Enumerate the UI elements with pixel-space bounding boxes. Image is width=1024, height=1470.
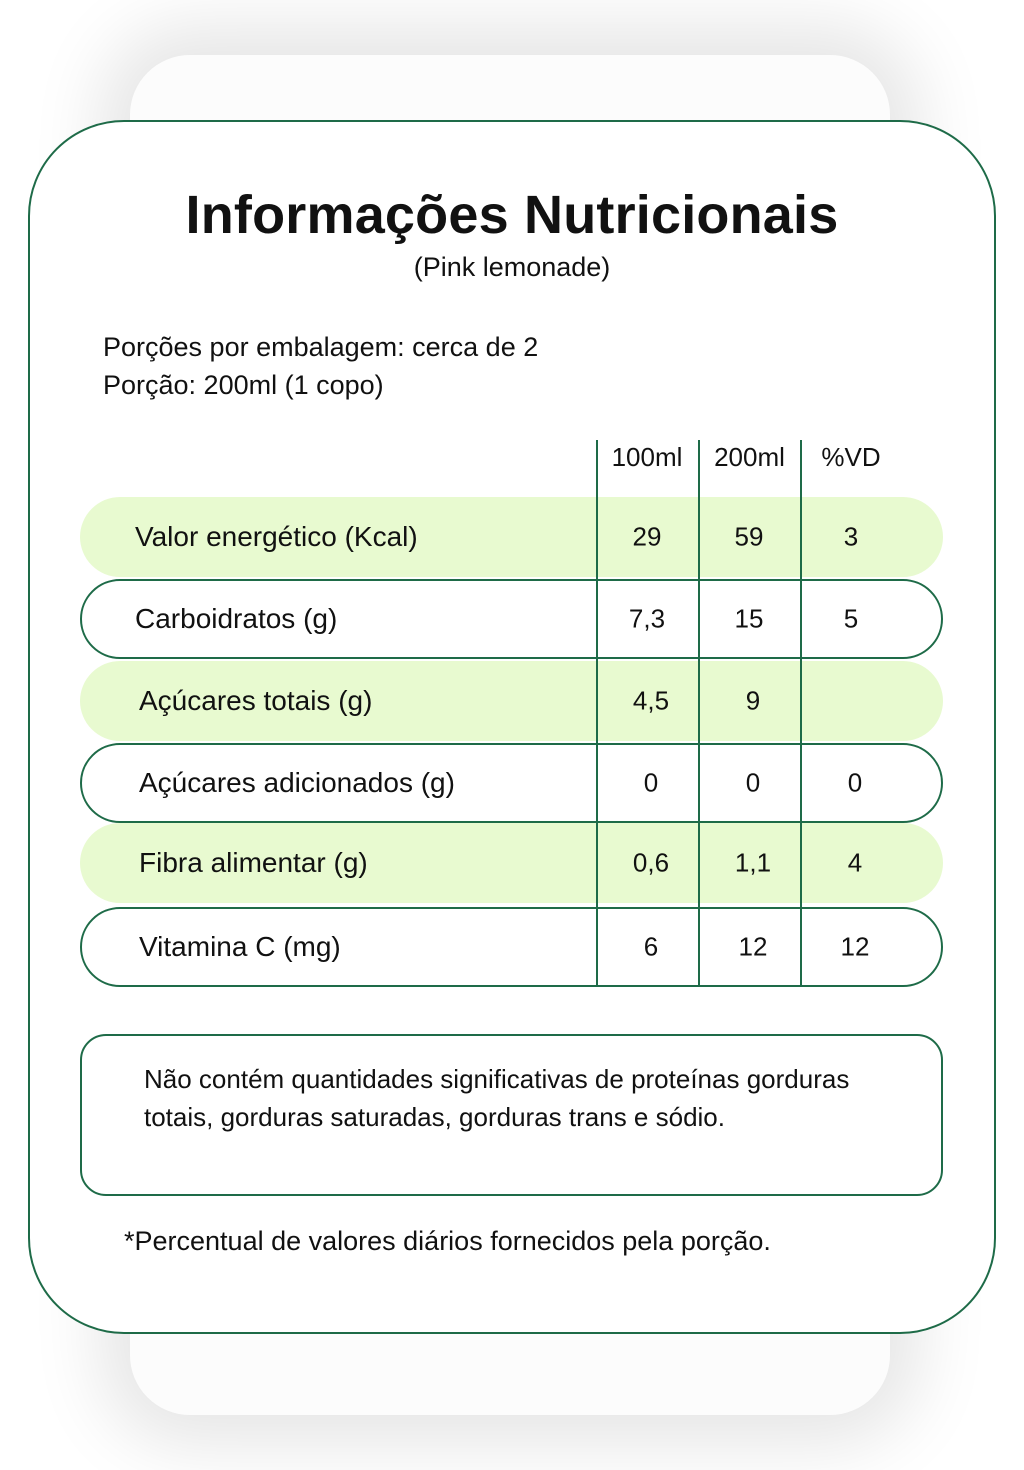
value-100ml: 0: [643, 767, 659, 798]
table-row: [80, 743, 943, 823]
value-100ml: 29: [632, 521, 662, 552]
value-vd: 5: [843, 603, 859, 634]
row-label: Açúcares totais (g): [139, 685, 373, 716]
value-vd: 4: [847, 847, 863, 878]
value-vd: 0: [847, 767, 863, 798]
column-divider: [800, 440, 802, 987]
value-100ml: 7,3: [628, 603, 666, 634]
value-200ml: 9: [745, 685, 761, 716]
value-200ml: 1,1: [734, 847, 772, 878]
product-subtitle: (Pink lemonade): [413, 252, 611, 282]
row-label: Açúcares adicionados (g): [139, 767, 455, 798]
row-label: Valor energético (Kcal): [135, 521, 418, 552]
value-vd: 3: [843, 521, 859, 552]
column-header-100ml: 100ml: [611, 442, 683, 472]
footnote: *Percentual de valores diários fornecidos pela porção.: [124, 1226, 771, 1256]
value-200ml: 15: [734, 603, 764, 634]
column-header-200ml: 200ml: [714, 442, 785, 472]
row-label: Carboidratos (g): [135, 603, 338, 634]
table-row: [80, 661, 943, 741]
note-box: [80, 1034, 943, 1196]
value-100ml: 4,5: [632, 685, 670, 716]
note-text: Não contém quantidades significativas de proteínas gorduras totais, gorduras saturadas, gorduras trans e sódio.: [144, 1064, 850, 1132]
value-100ml: 6: [643, 931, 659, 962]
servings-per-package: Porções por embalagem: cerca de 2: [103, 332, 539, 362]
row-label: Vitamina C (mg): [139, 931, 341, 962]
serving-size: Porção: 200ml (1 copo): [103, 370, 384, 400]
table-row: [80, 907, 943, 987]
page-title: Informações Nutricionais: [185, 185, 839, 245]
table-row: [80, 579, 943, 659]
table-row: [80, 823, 943, 903]
table-row: [80, 497, 943, 577]
column-divider: [596, 440, 598, 987]
value-200ml: 12: [738, 931, 768, 962]
value-200ml: 0: [745, 767, 761, 798]
value-200ml: 59: [734, 521, 764, 552]
row-label: Fibra alimentar (g): [139, 847, 368, 878]
column-divider: [698, 440, 700, 987]
value-100ml: 0,6: [632, 847, 670, 878]
value-vd: 12: [840, 931, 870, 962]
column-header-vd: %VD: [821, 442, 881, 472]
